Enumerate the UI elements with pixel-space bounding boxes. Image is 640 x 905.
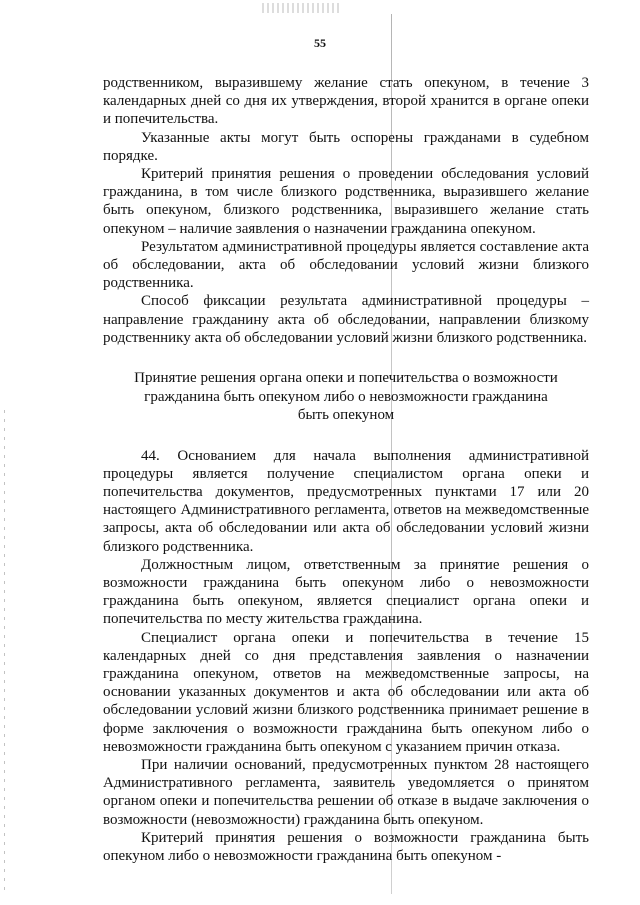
paragraph-fixation: Способ фиксации результата административной процедуры – направление гражданину акта об обследовании, направлении близкому родственнику акта об обследовании условий жизни близкого родственника.: [103, 293, 589, 346]
page-edge-mark: [4, 410, 5, 890]
paragraph-item-44: 44. Основанием для начала выполнения административной процедуры является получение специалистом органа опеки и попечительства документов, предусмотренных пунктами 17 или 20 настоящего Административного регламента, ответов на межведомственные запросы, акта об обследовании или акта об обследовании условий жизни близкого родственника.: [103, 447, 589, 555]
paragraph-responsible: Должностным лицом, ответственным за принятие решения о возможности гражданина быть опекуном либо о невозможности гражданина быть опекуном, является специалист органа опеки и попечительства по месту жительства гражданина.: [103, 556, 589, 628]
paragraph-continuation: родственником, выразившему желание стать опекуном, в течение 3 календарных дней со дня их утверждения, второй хранится в органе опеки и попечительства.: [103, 75, 589, 128]
section-heading: [103, 369, 589, 425]
page-number: 55: [314, 36, 326, 50]
paragraph-decision: Специалист органа опеки и попечительства в течение 15 календарных дней со дня представления заявления о назначении гражданина опекуном, ответов на межведомственные запросы, на основании указанных документов и акта об обследовании или акта об обследовании условий жизни близкого родственника принимает решение в форме заключения о возможности гражданина быть опекуном либо о невозможности гражданина быть опекуном с указанием причин отказа.: [103, 629, 589, 755]
scan-artifact: [262, 3, 342, 13]
paragraph-criterion-decision: Критерий принятия решения о возможности гражданина быть опекуном либо о невозможности гражданина быть опекуном -: [103, 829, 589, 865]
paragraph-result: Результатом административной процедуры является составление акта об обследовании, акта об обследовании условий жизни близкого родственника.: [103, 238, 589, 292]
paragraph-refusal: При наличии оснований, предусмотренных пунктом 28 настоящего Административного регламента, заявитель уведомляется о принятом органом опеки и попечительства решении об отказе в выдаче заключения о возможности (невозможности) гражданина быть опекуном.: [103, 757, 589, 828]
paragraph-criterion: Критерий принятия решения о проведении обследования условий гражданина, в том числе близкого родственника, выразившего желание быть опекуном, близкого родственника, выразившего желание стать опекуном – наличие заявления о назначении гражданина опекуном.: [103, 166, 589, 237]
section-heading-line: Принятие решения органа опеки и попечительства о возможности: [134, 370, 558, 387]
section-heading-line: быть опекуном: [297, 407, 395, 424]
section-heading-line: гражданина быть опекуном либо о невозможности гражданина: [144, 388, 548, 405]
paragraph-appeal: Указанные акты могут быть оспорены гражданами в судебном порядке.: [103, 129, 589, 164]
document-body: [103, 74, 589, 865]
